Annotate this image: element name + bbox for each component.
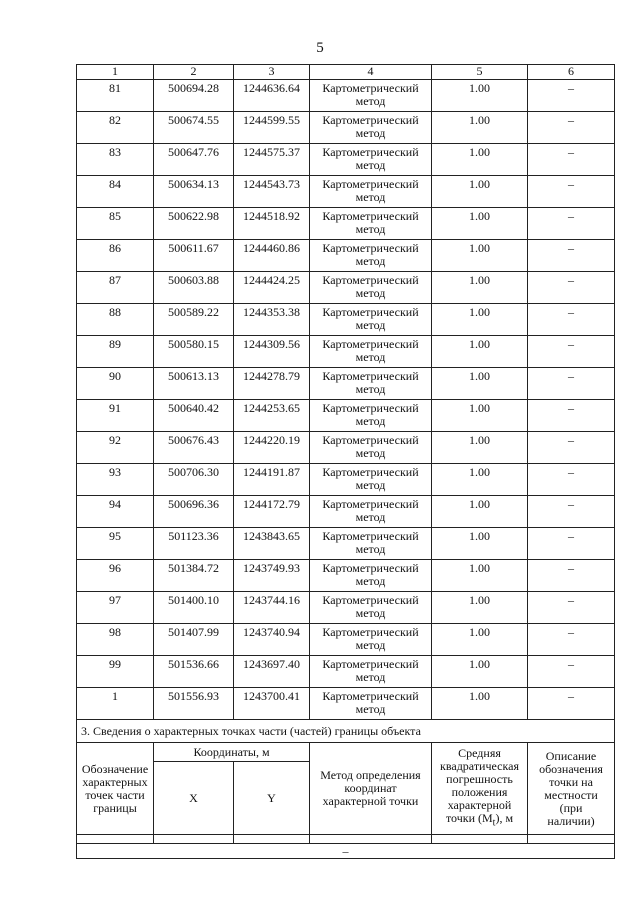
coord-x: 500676.43 xyxy=(154,432,234,464)
method xyxy=(310,368,432,400)
blank-cell xyxy=(77,835,154,844)
blank-cell xyxy=(234,835,310,844)
method-line: метод xyxy=(355,94,386,108)
header-line: точки на xyxy=(549,774,593,789)
coord-x: 501407.99 xyxy=(154,624,234,656)
header-line: Средняя xyxy=(458,746,501,761)
coord-y: 1244543.73 xyxy=(234,176,310,208)
method-line: Картометрический xyxy=(322,433,419,447)
method-line: Картометрический xyxy=(322,145,419,159)
header-line: положения xyxy=(451,785,508,800)
method xyxy=(310,592,432,624)
column-number: 3 xyxy=(234,65,310,80)
method xyxy=(310,464,432,496)
point-number: 95 xyxy=(77,528,154,560)
method-line: метод xyxy=(355,510,386,524)
coord-x: 500696.36 xyxy=(154,496,234,528)
method-line: метод xyxy=(355,158,386,172)
coord-y: 1243740.94 xyxy=(234,624,310,656)
coord-y: 1243697.40 xyxy=(234,656,310,688)
method-line: Картометрический xyxy=(322,241,419,255)
coord-y: 1244353.38 xyxy=(234,304,310,336)
coord-y: 1243744.16 xyxy=(234,592,310,624)
method-line: метод xyxy=(355,222,386,236)
section-3-header-row-1 xyxy=(77,743,615,762)
header-coordinates: Координаты, м xyxy=(154,743,310,762)
header-line: характерных xyxy=(82,774,148,789)
method xyxy=(310,144,432,176)
method-line: Картометрический xyxy=(322,497,419,511)
header-line: координат xyxy=(344,781,397,795)
description: – xyxy=(528,592,615,624)
method-line: Картометрический xyxy=(322,657,419,671)
point-number: 94 xyxy=(77,496,154,528)
method-line: Картометрический xyxy=(322,209,419,223)
method xyxy=(310,400,432,432)
header-line: точек части xyxy=(85,787,145,802)
method xyxy=(310,80,432,112)
accuracy: 1.00 xyxy=(432,656,528,688)
coord-x: 500589.22 xyxy=(154,304,234,336)
accuracy: 1.00 xyxy=(432,432,528,464)
accuracy: 1.00 xyxy=(432,176,528,208)
method-line: Картометрический xyxy=(322,625,419,639)
method-line: Картометрический xyxy=(322,401,419,415)
coord-x: 500611.67 xyxy=(154,240,234,272)
method-line: метод xyxy=(355,382,386,396)
column-number: 6 xyxy=(528,65,615,80)
point-number: 85 xyxy=(77,208,154,240)
method-line: метод xyxy=(355,574,386,588)
header-line: Обозначение xyxy=(81,761,149,776)
method-line: Картометрический xyxy=(322,113,419,127)
point-number: 1 xyxy=(77,688,154,720)
method-line: метод xyxy=(355,446,386,460)
method-line: метод xyxy=(355,702,386,716)
table-row xyxy=(77,560,615,592)
method xyxy=(310,304,432,336)
table-row xyxy=(77,368,615,400)
method-line: метод xyxy=(355,478,386,492)
header-line: характерной xyxy=(447,798,512,813)
method-line: метод xyxy=(355,318,386,332)
section-3-blank-row xyxy=(77,835,615,844)
coord-y: 1244309.56 xyxy=(234,336,310,368)
method-line: Картометрический xyxy=(322,689,419,703)
coord-y: 1243843.65 xyxy=(234,528,310,560)
header-line: местности xyxy=(544,787,598,802)
method xyxy=(310,688,432,720)
header-x: X xyxy=(154,762,234,835)
description: – xyxy=(528,208,615,240)
method-line: Картометрический xyxy=(322,593,419,607)
table-row xyxy=(77,80,615,112)
method xyxy=(310,176,432,208)
description: – xyxy=(528,400,615,432)
coord-y: 1244424.25 xyxy=(234,272,310,304)
table-row xyxy=(77,240,615,272)
description: – xyxy=(528,240,615,272)
description: – xyxy=(528,272,615,304)
description: – xyxy=(528,176,615,208)
method-line: метод xyxy=(355,286,386,300)
method xyxy=(310,528,432,560)
accuracy: 1.00 xyxy=(432,464,528,496)
coordinates-table xyxy=(76,64,615,859)
table-row xyxy=(77,528,615,560)
method xyxy=(310,112,432,144)
header-y: Y xyxy=(234,762,310,835)
method-line: метод xyxy=(355,126,386,140)
point-number: 91 xyxy=(77,400,154,432)
table-row xyxy=(77,208,615,240)
point-number: 97 xyxy=(77,592,154,624)
accuracy: 1.00 xyxy=(432,528,528,560)
method-line: Картометрический xyxy=(322,529,419,543)
description: – xyxy=(528,528,615,560)
accuracy: 1.00 xyxy=(432,304,528,336)
point-number: 93 xyxy=(77,464,154,496)
accuracy: 1.00 xyxy=(432,336,528,368)
coord-y: 1244575.37 xyxy=(234,144,310,176)
method-line: метод xyxy=(355,670,386,684)
coord-x: 500580.15 xyxy=(154,336,234,368)
coord-y: 1244220.19 xyxy=(234,432,310,464)
column-number: 2 xyxy=(154,65,234,80)
accuracy: 1.00 xyxy=(432,624,528,656)
description: – xyxy=(528,656,615,688)
point-number: 96 xyxy=(77,560,154,592)
table-row xyxy=(77,400,615,432)
accuracy: 1.00 xyxy=(432,240,528,272)
header-line: погрешность xyxy=(446,772,513,787)
method-line: Картометрический xyxy=(322,177,419,191)
header-line: (при xyxy=(559,800,583,815)
description: – xyxy=(528,432,615,464)
method-line: метод xyxy=(355,542,386,556)
description: – xyxy=(528,336,615,368)
section-3-title: 3. Сведения о характерных точках части (частей) границы объекта xyxy=(77,720,615,743)
coord-y: 1244636.64 xyxy=(234,80,310,112)
point-number: 87 xyxy=(77,272,154,304)
method-line: метод xyxy=(355,606,386,620)
coord-y: 1244191.87 xyxy=(234,464,310,496)
coord-x: 501123.36 xyxy=(154,528,234,560)
point-number: 84 xyxy=(77,176,154,208)
coord-x: 500622.98 xyxy=(154,208,234,240)
point-number: 86 xyxy=(77,240,154,272)
method xyxy=(310,336,432,368)
point-number: 99 xyxy=(77,656,154,688)
accuracy: 1.00 xyxy=(432,144,528,176)
accuracy: 1.00 xyxy=(432,496,528,528)
method-line: Картометрический xyxy=(322,273,419,287)
description: – xyxy=(528,304,615,336)
accuracy: 1.00 xyxy=(432,592,528,624)
method xyxy=(310,208,432,240)
blank-cell xyxy=(528,835,615,844)
column-number: 1 xyxy=(77,65,154,80)
description: – xyxy=(528,560,615,592)
method-line: метод xyxy=(355,350,386,364)
coord-x: 501536.66 xyxy=(154,656,234,688)
description: – xyxy=(528,112,615,144)
table-row xyxy=(77,336,615,368)
header-point-designation xyxy=(77,743,154,835)
accuracy: 1.00 xyxy=(432,400,528,432)
blank-cell xyxy=(432,835,528,844)
accuracy: 1.00 xyxy=(432,560,528,592)
method-line: Картометрический xyxy=(322,305,419,319)
point-number: 89 xyxy=(77,336,154,368)
point-number: 92 xyxy=(77,432,154,464)
coord-x: 500674.55 xyxy=(154,112,234,144)
description: – xyxy=(528,464,615,496)
description: – xyxy=(528,80,615,112)
coord-y: 1244278.79 xyxy=(234,368,310,400)
method xyxy=(310,240,432,272)
section-3-empty-row xyxy=(77,844,615,859)
header-line: точки (M xyxy=(445,811,493,826)
coord-x: 500640.42 xyxy=(154,400,234,432)
header-subscript: t xyxy=(492,817,496,829)
blank-cell xyxy=(154,835,234,844)
coord-y: 1244518.92 xyxy=(234,208,310,240)
column-number-row xyxy=(77,65,615,80)
accuracy: 1.00 xyxy=(432,80,528,112)
table-row xyxy=(77,144,615,176)
method-line: Картометрический xyxy=(322,465,419,479)
header-line: ), м xyxy=(495,811,514,826)
coord-x: 500647.76 xyxy=(154,144,234,176)
method-line: Картометрический xyxy=(322,81,419,95)
coord-y: 1243749.93 xyxy=(234,560,310,592)
point-number: 81 xyxy=(77,80,154,112)
coord-y: 1244172.79 xyxy=(234,496,310,528)
accuracy: 1.00 xyxy=(432,272,528,304)
coord-x: 501400.10 xyxy=(154,592,234,624)
accuracy: 1.00 xyxy=(432,112,528,144)
method-line: Картометрический xyxy=(322,337,419,351)
coord-x: 500706.30 xyxy=(154,464,234,496)
description: – xyxy=(528,368,615,400)
header-method xyxy=(310,743,432,835)
point-number: 98 xyxy=(77,624,154,656)
section-3-title-row xyxy=(77,720,615,743)
table-row xyxy=(77,592,615,624)
method xyxy=(310,432,432,464)
table-row xyxy=(77,496,615,528)
method xyxy=(310,496,432,528)
header-line: наличии) xyxy=(547,813,595,828)
coord-y: 1244460.86 xyxy=(234,240,310,272)
table-row xyxy=(77,112,615,144)
coord-x: 501556.93 xyxy=(154,688,234,720)
point-number: 83 xyxy=(77,144,154,176)
method-line: метод xyxy=(355,414,386,428)
method-line: метод xyxy=(355,638,386,652)
method xyxy=(310,272,432,304)
description: – xyxy=(528,688,615,720)
point-number: 88 xyxy=(77,304,154,336)
blank-cell xyxy=(310,835,432,844)
header-line: Метод определения xyxy=(320,768,421,782)
method xyxy=(310,624,432,656)
coord-y: 1243700.41 xyxy=(234,688,310,720)
description: – xyxy=(528,624,615,656)
header-line: характерной точки xyxy=(322,794,419,808)
page-number: 5 xyxy=(316,40,324,56)
table-row xyxy=(77,464,615,496)
empty-mark: – xyxy=(77,844,615,859)
header-line: Описание xyxy=(545,748,597,763)
header-line: квадратическая xyxy=(440,759,519,774)
method-line: метод xyxy=(355,190,386,204)
description: – xyxy=(528,496,615,528)
coord-y: 1244253.65 xyxy=(234,400,310,432)
coord-x: 500603.88 xyxy=(154,272,234,304)
header-description xyxy=(528,743,615,835)
table-row xyxy=(77,272,615,304)
accuracy: 1.00 xyxy=(432,208,528,240)
accuracy: 1.00 xyxy=(432,688,528,720)
header-line: границы xyxy=(93,800,137,815)
coord-x: 500634.13 xyxy=(154,176,234,208)
table-row xyxy=(77,432,615,464)
header-line: обозначения xyxy=(539,761,603,776)
coord-x: 500694.28 xyxy=(154,80,234,112)
description: – xyxy=(528,144,615,176)
column-number: 5 xyxy=(432,65,528,80)
table-row xyxy=(77,688,615,720)
table-row xyxy=(77,656,615,688)
accuracy: 1.00 xyxy=(432,368,528,400)
table-row xyxy=(77,304,615,336)
method-line: метод xyxy=(355,254,386,268)
column-number: 4 xyxy=(310,65,432,80)
coord-x: 501384.72 xyxy=(154,560,234,592)
header-accuracy xyxy=(432,743,528,835)
method xyxy=(310,560,432,592)
coord-x: 500613.13 xyxy=(154,368,234,400)
point-number: 90 xyxy=(77,368,154,400)
method-line: Картометрический xyxy=(322,561,419,575)
point-number: 82 xyxy=(77,112,154,144)
method xyxy=(310,656,432,688)
method-line: Картометрический xyxy=(322,369,419,383)
table-row xyxy=(77,624,615,656)
table-row xyxy=(77,176,615,208)
coord-y: 1244599.55 xyxy=(234,112,310,144)
